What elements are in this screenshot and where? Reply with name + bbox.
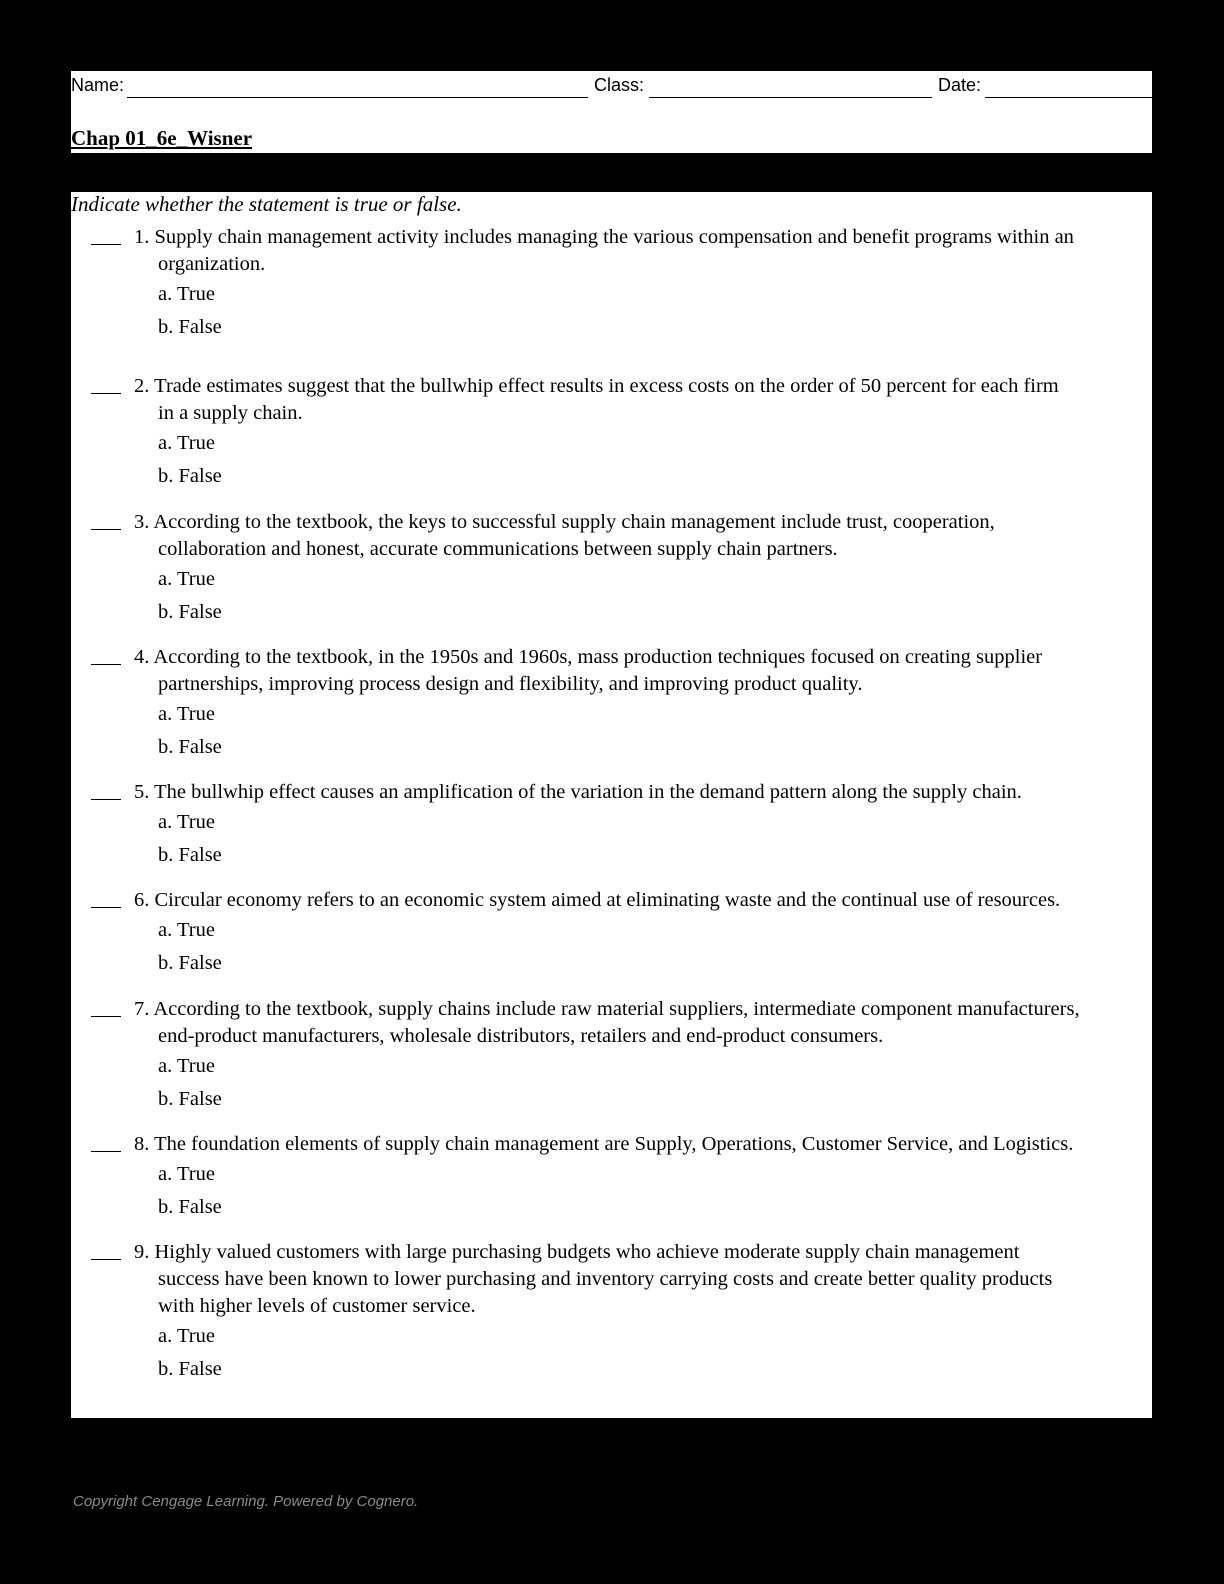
question-text-continued: organization. bbox=[158, 253, 266, 275]
choice-false[interactable]: b. False bbox=[158, 951, 222, 974]
choice-false[interactable]: b. False bbox=[158, 600, 222, 623]
question-text bbox=[134, 779, 1022, 806]
choice-true[interactable]: a. True bbox=[158, 1055, 215, 1077]
choice-false[interactable]: b. False bbox=[158, 1195, 222, 1218]
answer-blank[interactable] bbox=[91, 664, 121, 665]
choice-true[interactable]: a. True bbox=[158, 1325, 215, 1347]
question-text-continued: collaboration and honest, accurate communications between supply chain partners. bbox=[158, 538, 838, 560]
date-field[interactable] bbox=[985, 97, 1152, 98]
question-text bbox=[134, 1239, 1019, 1266]
class-field[interactable] bbox=[649, 97, 932, 98]
question-line: According to the textbook, supply chains include raw material suppliers, intermediate component manufacturers, bbox=[153, 998, 1080, 1020]
answer-blank[interactable] bbox=[91, 1259, 121, 1260]
question-line: Circular economy refers to an economic system aimed at eliminating waste and the continual use of resources. bbox=[154, 889, 1061, 911]
question-number: 1. bbox=[134, 226, 150, 248]
name-field[interactable] bbox=[127, 97, 588, 98]
answer-blank[interactable] bbox=[91, 529, 121, 530]
chapter-title: Chap 01_6e_Wisner bbox=[71, 126, 253, 150]
choice-false[interactable]: b. False bbox=[158, 315, 222, 338]
question-text-continued: end-product manufacturers, wholesale distributors, retailers and end-product consumers. bbox=[158, 1025, 884, 1047]
answer-blank[interactable] bbox=[91, 393, 121, 394]
question-text bbox=[134, 509, 995, 536]
question-text bbox=[134, 887, 1060, 914]
choice-true[interactable]: a. True bbox=[158, 568, 215, 590]
choice-true[interactable]: a. True bbox=[158, 811, 215, 833]
copyright-footer: Copyright Cengage Learning. Powered by Cognero. bbox=[73, 1493, 419, 1510]
question-line: According to the textbook, the keys to successful supply chain management include trust, cooperation, bbox=[153, 511, 995, 533]
question-number: 2. bbox=[134, 375, 150, 397]
student-info-row bbox=[71, 75, 1152, 99]
question-text bbox=[134, 1131, 1073, 1158]
choice-true[interactable]: a. True bbox=[158, 1163, 215, 1185]
choice-false[interactable]: b. False bbox=[158, 843, 222, 866]
question-line: Trade estimates suggest that the bullwhip effect results in excess costs on the order of 50 percent for each firm bbox=[154, 375, 1059, 397]
answer-blank[interactable] bbox=[91, 1151, 121, 1152]
question-number: 5. bbox=[134, 781, 150, 803]
answer-blank[interactable] bbox=[91, 244, 121, 245]
question-line: The foundation elements of supply chain management are Supply, Operations, Customer Service, and Logistics. bbox=[154, 1133, 1074, 1155]
instructions-text: Indicate whether the statement is true or false. bbox=[71, 192, 462, 216]
choice-true[interactable]: a. True bbox=[158, 703, 215, 725]
question-number: 3. bbox=[134, 511, 150, 533]
answer-blank[interactable] bbox=[91, 799, 121, 800]
question-line: Highly valued customers with large purchasing budgets who achieve moderate supply chain management bbox=[154, 1241, 1020, 1263]
question-text bbox=[134, 996, 1080, 1023]
question-number: 8. bbox=[134, 1133, 150, 1155]
question-text bbox=[134, 644, 1042, 671]
questions-section bbox=[71, 192, 1152, 1418]
question-line: Supply chain management activity includes managing the various compensation and benefit programs within an bbox=[154, 226, 1074, 248]
class-label: Class: bbox=[594, 75, 645, 95]
choice-true[interactable]: a. True bbox=[158, 283, 215, 305]
question-number: 9. bbox=[134, 1241, 150, 1263]
answer-blank[interactable] bbox=[91, 907, 121, 908]
date-label: Date: bbox=[938, 75, 982, 95]
name-label: Name: bbox=[71, 75, 125, 95]
question-text-continued: in a supply chain. bbox=[158, 402, 303, 424]
question-line: The bullwhip effect causes an amplification of the variation in the demand pattern along the supply chain. bbox=[154, 781, 1022, 803]
choice-false[interactable]: b. False bbox=[158, 1087, 222, 1110]
choice-false[interactable]: b. False bbox=[158, 735, 222, 758]
question-line: According to the textbook, in the 1950s and 1960s, mass production techniques focused on creating supplier bbox=[153, 646, 1043, 668]
answer-blank[interactable] bbox=[91, 1016, 121, 1017]
question-text-continued: with higher levels of customer service. bbox=[158, 1295, 476, 1317]
question-text bbox=[134, 224, 1074, 251]
question-number: 7. bbox=[134, 998, 150, 1020]
question-text-continued: partnerships, improving process design and flexibility, and improving product quality. bbox=[158, 673, 863, 695]
choice-true[interactable]: a. True bbox=[158, 432, 215, 454]
choice-false[interactable]: b. False bbox=[158, 1357, 222, 1380]
choice-true[interactable]: a. True bbox=[158, 919, 215, 941]
question-number: 4. bbox=[134, 646, 150, 668]
question-text-continued: success have been known to lower purchasing and inventory carrying costs and create better quality products bbox=[158, 1268, 1053, 1290]
header-section bbox=[71, 71, 1152, 153]
question-text bbox=[134, 373, 1059, 400]
question-number: 6. bbox=[134, 889, 150, 911]
choice-false[interactable]: b. False bbox=[158, 464, 222, 487]
